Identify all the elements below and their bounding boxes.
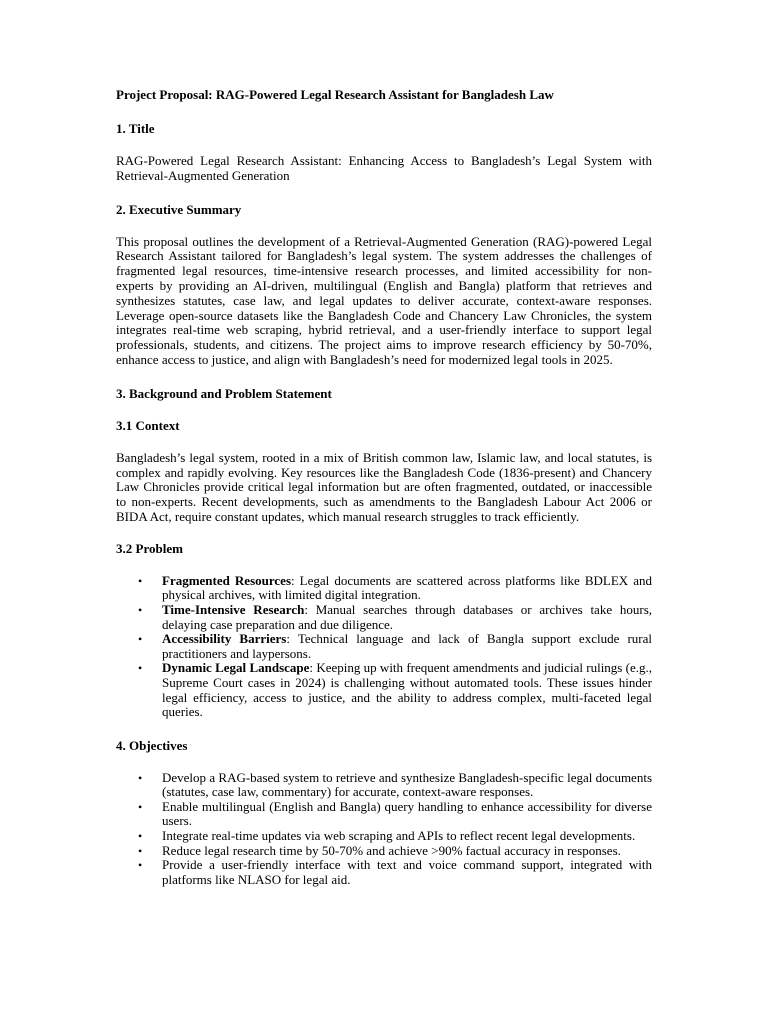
bullet-icon: • (138, 858, 143, 873)
section-heading-title: 1. Title (116, 121, 155, 136)
bullet-icon: • (138, 829, 143, 844)
subsection-heading-problem: 3.2 Problem (116, 540, 183, 556)
context-paragraph: Bangladesh’s legal system, rooted in a mix of British common law, Islamic law, and local statutes, is complex and rapidly evolving. Key resources like the Bangladesh Code (1836-present) and Chancery Law Chronicles provide critical legal information but are often fragmented, outdated, or inaccessible to non-experts. Recent developments, such as amendments to the Bangladesh Labour Act 2006 or BIDA Act, require constant updates, which manual research struggles to track efficiently. (116, 449, 652, 524)
objective-text: Enable multilingual (English and Bangla) query handling to enhance accessibility for diverse users. (162, 798, 652, 829)
objective-text: Develop a RAG-based system to retrieve and synthesize Bangladesh-specific legal documents (statutes, case law, commentary) for accurate, context-aware responses. (162, 769, 652, 800)
objective-text: Integrate real-time updates via web scraping and APIs to reflect recent legal developments. (162, 828, 636, 844)
problem-text: : Manual searches through databases or archives take hours, delaying case preparation and due diligence. (162, 601, 652, 632)
list-item (116, 574, 652, 603)
list-item (116, 771, 652, 800)
problem-text: : Legal documents are scattered across platforms like BDLEX and physical archives, with limited digital integration. (162, 572, 652, 603)
problem-term: Fragmented Resources (162, 572, 292, 588)
list-item (116, 844, 652, 859)
bullet-icon: • (138, 799, 143, 814)
list-item (116, 829, 652, 844)
problem-text: : Keeping up with frequent amendments and judicial rulings (e.g., Supreme Court cases in 2024) is challenging without automated tools. These issues hinder legal efficiency, access to justice, and the ability to address complex, multi-faceted legal queries. (162, 660, 653, 720)
document-title: Project Proposal: RAG-Powered Legal Research Assistant for Bangladesh Law (116, 87, 554, 102)
executive-summary-paragraph: This proposal outlines the development of a Retrieval-Augmented Generation (RAG)-powered Legal Research Assistant tailored for Bangladesh’s legal system. The system addresses the challenges of fragmented legal resources, time-intensive research processes, and limited accessibility for non-experts by providing an AI-driven, multilingual (English and Bangla) platform that retrieves and synthesizes statutes, case law, and legal updates to deliver accurate, context-aware responses. Leverage open-source datasets like the Bangladesh Code and Chancery Law Chronicles, the system integrates real-time web scraping, hybrid retrieval, and a user-friendly interface to support legal professionals, students, and citizens. The project aims to improve research efficiency by 50-70%, enhance access to justice, and align with Bangladesh’s need for modernized legal tools in 2025. (116, 233, 652, 367)
document-page (116, 80, 652, 887)
section-heading-background: 3. Background and Problem Statement (116, 385, 332, 401)
problem-term: Accessibility Barriers (162, 631, 287, 647)
problem-text: : Technical language and lack of Bangla support exclude rural practitioners and laypersons. (162, 631, 653, 661)
list-item (116, 603, 652, 632)
bullet-icon: • (138, 661, 143, 676)
bullet-icon: • (138, 632, 143, 647)
list-item (116, 858, 652, 887)
objective-text: Reduce legal research time by 50-70% and achieve >90% factual accuracy in responses. (162, 842, 621, 858)
subsection-heading-context: 3.1 Context (116, 417, 180, 433)
objective-text: Provide a user-friendly interface with text and voice command support, integrated with platforms like NLASO for legal aid. (162, 857, 652, 887)
bullet-icon: • (138, 573, 143, 588)
bullet-icon: • (138, 602, 143, 617)
bullet-icon: • (138, 843, 143, 858)
section-heading-objectives: 4. Objectives (116, 737, 188, 753)
title-paragraph: RAG-Powered Legal Research Assistant: Enhancing Access to Bangladesh’s Legal System with Retrieval-Augmented Generation (116, 153, 652, 183)
problem-list (116, 574, 652, 720)
list-item (116, 800, 652, 829)
problem-term: Time-Intensive Research (162, 601, 305, 617)
list-item (116, 632, 652, 661)
list-item (116, 661, 652, 719)
bullet-icon: • (138, 770, 143, 785)
objectives-list (116, 771, 652, 888)
problem-term: Dynamic Legal Landscape (162, 660, 310, 676)
section-heading-executive-summary: 2. Executive Summary (116, 201, 242, 217)
